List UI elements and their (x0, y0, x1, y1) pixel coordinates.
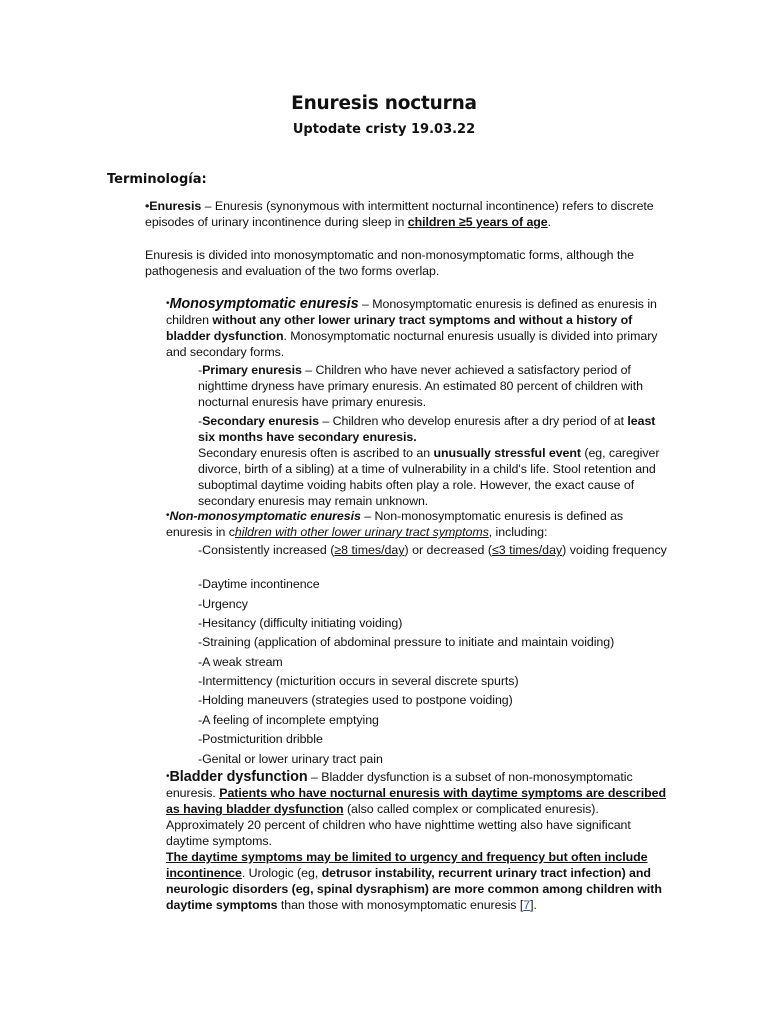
stressful-event: unusually stressful event (433, 446, 581, 460)
dash: - (198, 363, 203, 377)
nonmono-text: – Non-monosymptomatic enuresis is defined as enuresis in c (166, 509, 624, 539)
symptom-list (198, 542, 668, 558)
secondary-text-2: Secondary enuresis often is ascribed to an (198, 446, 434, 460)
bladder-text: – Bladder dysfunction is a subset of non-monosymptomatic enuresis. (166, 770, 633, 800)
definition-end: . (547, 215, 552, 229)
term-enuresis: Enuresis (149, 199, 202, 213)
dash: - (198, 414, 203, 428)
term-primary: Primary enuresis (202, 363, 302, 377)
secondary-emphasis: least six months have secondary enuresis. (198, 414, 656, 444)
mono-emphasis: without any other lower urinary tract symptoms and without a history of bladder dysfunction (166, 313, 633, 343)
list-item: -Daytime incontinence (198, 577, 320, 591)
urologic-emphasis: detrusor instability, recurrent urinary tract infection) and neurologic disorders (eg, spinal dysraphism) are more common among children with daytime symptoms (166, 866, 662, 912)
bullet: • (166, 510, 170, 521)
secondary-enuresis-paragraph (198, 413, 668, 509)
term-monosymptomatic: Monosymptomatic enuresis (169, 296, 359, 312)
section-heading: Terminología: (107, 172, 207, 187)
document-title: Enuresis nocturna (291, 93, 477, 114)
document-subtitle: Uptodate cristy 19.03.22 (292, 122, 476, 137)
frequency-text-2: ) or decreased ( (404, 543, 492, 557)
frequency-text-3: ) voiding frequency (562, 543, 667, 557)
list-item: -A feeling of incomplete emptying (198, 713, 379, 727)
bladder-text-5: ]. (530, 898, 537, 912)
mono-text-end: . Monosymptomatic nocturnal enuresis usually is divided into primary and secondary forms. (166, 329, 658, 359)
secondary-text: – Children who develop enuresis after a dry period of at (318, 414, 628, 428)
bullet: • (166, 298, 170, 309)
frequency-text: -Consistently increased ( (198, 543, 335, 557)
division-paragraph: Enuresis is divided into monosymptomatic and non-monosymptomatic forms, although the pathogenesis and evaluation of the two forms overlap. (145, 248, 634, 278)
list-item: -A weak stream (198, 655, 283, 669)
enuresis-definition (145, 198, 665, 230)
list-item: -Genital or lower urinary tract pain (198, 752, 383, 766)
bullet: • (145, 199, 150, 213)
monosymptomatic-paragraph (166, 296, 666, 360)
nonmono-emphasis: hildren with other lower urinary tract symptoms (234, 525, 489, 539)
list-item: -Hesitancy (difficulty initiating voiding) (198, 616, 403, 630)
primary-enuresis-paragraph (198, 362, 668, 410)
bladder-emphasis: Patients who have nocturnal enuresis with daytime symptoms are described as having bladder dysfunction (166, 786, 666, 816)
bladder-text-3: . Urologic (eg, (241, 866, 322, 880)
nonmono-text-end: , including: (488, 525, 548, 539)
term-secondary: Secondary enuresis (202, 414, 319, 428)
bullet: • (166, 771, 170, 782)
daytime-symptoms-emphasis: The daytime symptoms may be limited to urgency and frequency but often include incontinence (166, 850, 648, 880)
increased-threshold: ≥8 times/day (334, 543, 405, 557)
list-item: -Straining (application of abdominal pressure to initiate and maintain voiding) (198, 635, 615, 649)
term-non-monosymptomatic: Non-monosymptomatic enuresis (169, 509, 361, 523)
decreased-threshold: ≤3 times/day (492, 543, 563, 557)
definition-text: – Enuresis (synonymous with intermittent nocturnal incontinence) refers to discrete episodes of urinary incontinence during sleep in (145, 199, 654, 229)
bladder-text-2: (also called complex or complicated enuresis). Approximately 20 percent of children who have nighttime wetting also have significant daytime symptoms. (166, 802, 631, 848)
list-item: -Holding maneuvers (strategies used to postpone voiding) (198, 693, 513, 707)
secondary-text-3: (eg, caregiver divorce, birth of a sibling) at a time of vulnerability in a child's life. Stool retention and suboptimal daytime voiding habits often play a role. However, the exact cause of secondary enuresis may remain unknown. (198, 446, 660, 508)
mono-text: – Monosymptomatic enuresis is defined as enuresis in children (166, 297, 657, 327)
list-item: -Postmicturition dribble (198, 732, 323, 746)
primary-text: – Children who have never achieved a satisfactory period of nighttime dryness have primary enuresis. An estimated 80 percent of children with nocturnal enuresis have primary enuresis. (198, 363, 643, 409)
bladder-dysfunction-paragraph (166, 769, 666, 913)
list-item: -Urgency (198, 597, 248, 611)
list-item: -Intermittency (micturition occurs in several discrete spurts) (198, 674, 519, 688)
reference-link[interactable]: 7 (523, 898, 531, 912)
bladder-text-4: than those with monosymptomatic enuresis [ (277, 898, 524, 912)
age-threshold: children ≥5 years of age (407, 215, 548, 229)
list-item-frequency (198, 542, 668, 558)
non-monosymptomatic-paragraph (166, 508, 666, 540)
term-bladder-dysfunction: Bladder dysfunction (169, 769, 308, 785)
